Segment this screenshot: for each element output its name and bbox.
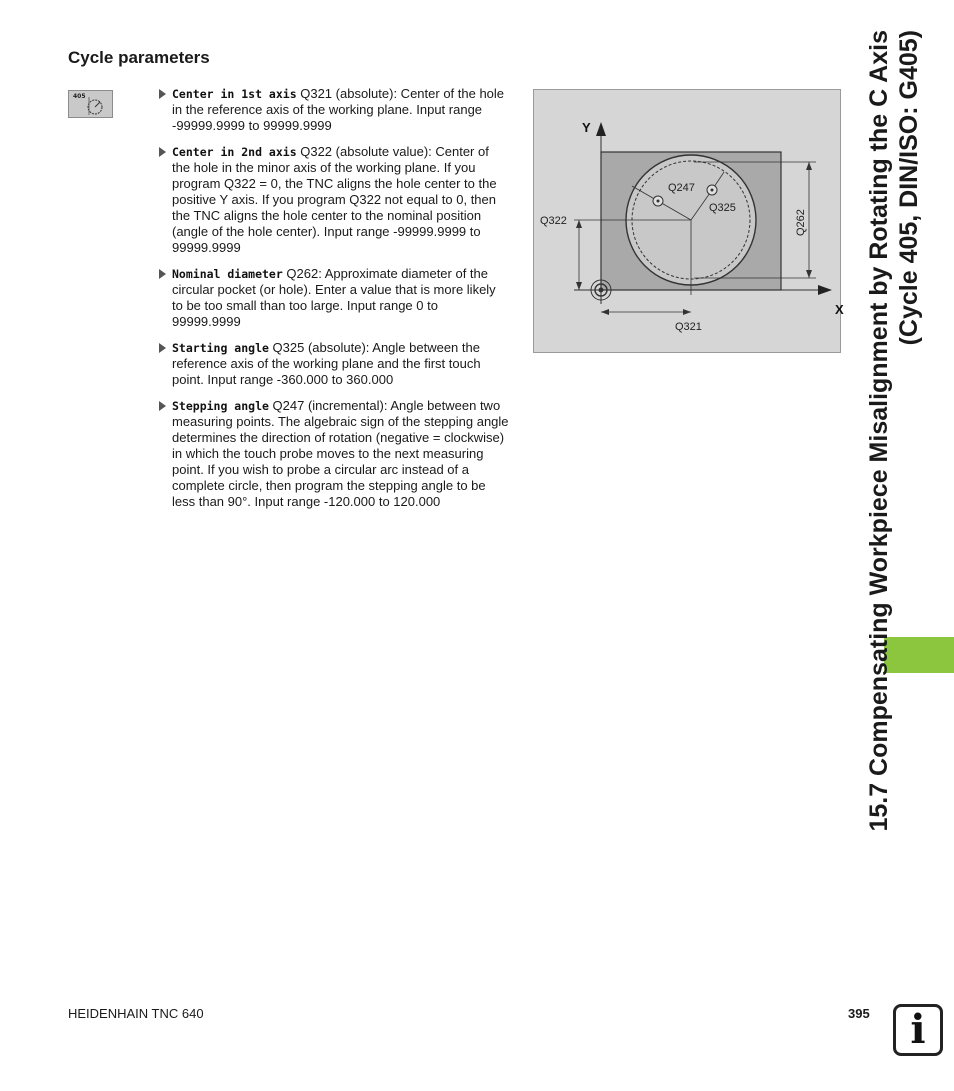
q262-label: Q262: [795, 209, 807, 236]
side-title-line-2: (Cycle 405, DIN/ISO: G405): [895, 30, 923, 346]
cycle-405-icon[interactable]: [68, 90, 113, 118]
y-axis-label: Y: [582, 120, 591, 135]
touch-point-1-dot: [657, 200, 660, 203]
cycle-diagram-svg: [534, 90, 842, 354]
q262-arrow-bottom-icon: [806, 270, 812, 278]
param-code: Center in 1st axis: [172, 87, 297, 101]
bullet-arrow-icon: [159, 401, 166, 411]
q321-arrow-right-icon: [683, 309, 691, 315]
info-glyph: i: [910, 1006, 926, 1053]
q325-label: Q325: [709, 202, 736, 214]
x-axis-label: X: [835, 302, 844, 317]
param-code: Nominal diameter: [172, 267, 283, 281]
q247-label: Q247: [668, 182, 695, 194]
param-description: Q262: Approximate diameter of the circular pocket (or hole). Enter a value that is more likely to be too small than too large. Input range 0 to 99999.9999: [172, 266, 496, 329]
page-number: 395: [848, 1006, 870, 1021]
bullet-arrow-icon: [159, 269, 166, 279]
footer-product-name: HEIDENHAIN TNC 640: [68, 1006, 204, 1021]
param-description: Q247 (incremental): Angle between two measuring points. The algebraic sign of the stepping angle determines the direction of rotation (negative = clockwise) in which the touch probe moves to the next measuring point. If you wish to probe a circular arc instead of a complete circle, then program the stepping angle to be less than 90°. Input range -120.000 to 120.000: [172, 398, 509, 509]
param-center-2nd-axis: [158, 144, 510, 256]
param-code: Stepping angle: [172, 399, 269, 413]
section-title: Cycle parameters: [68, 48, 210, 67]
param-code: Starting angle: [172, 341, 269, 355]
chapter-side-title: [864, 30, 948, 880]
y-axis-arrow-icon: [596, 122, 606, 136]
cycle-number: 405: [73, 93, 86, 100]
touch-probe-cycle-icon: [69, 91, 114, 119]
param-starting-angle: [158, 340, 510, 388]
param-nominal-diameter: [158, 266, 510, 330]
q321-label: Q321: [675, 321, 702, 333]
q322-label: Q322: [540, 215, 567, 227]
parameter-list: [158, 86, 510, 520]
origin-marker-dot: [599, 288, 604, 293]
param-description: Q325 (absolute): Angle between the reference axis of the working plane and the first touch point. Input range -360.000 to 360.000: [172, 340, 481, 387]
bullet-arrow-icon: [159, 343, 166, 353]
cycle-diagram: [533, 89, 844, 353]
x-axis-arrow-icon: [818, 285, 832, 295]
q322-arrow-top-icon: [576, 220, 582, 228]
param-stepping-angle: [158, 398, 510, 510]
param-center-1st-axis: [158, 86, 510, 134]
param-code: Center in 2nd axis: [172, 145, 297, 159]
bullet-arrow-icon: [159, 89, 166, 99]
param-description: Q322 (absolute value): Center of the hole in the minor axis of the working plane. If you program Q322 = 0, the TNC aligns the hole center to the positive Y axis. If you program Q322 not equal to 0, then the TNC aligns the hole center to the nominal position (angle of the hole center). Input range -99999.9999 to 99999.9999: [172, 144, 497, 255]
q322-arrow-bottom-icon: [576, 282, 582, 290]
q321-arrow-left-icon: [601, 309, 609, 315]
info-icon[interactable]: [893, 1004, 943, 1056]
bullet-arrow-icon: [159, 147, 166, 157]
q262-arrow-top-icon: [806, 162, 812, 170]
touch-point-2-dot: [711, 189, 714, 192]
param-description: Q321 (absolute): Center of the hole in the reference axis of the working plane. Input range -99999.9999 to 99999.9999: [172, 86, 505, 133]
side-title-line-1: 15.7 Compensating Workpiece Misalignment by Rotating the C Axis: [865, 30, 893, 832]
